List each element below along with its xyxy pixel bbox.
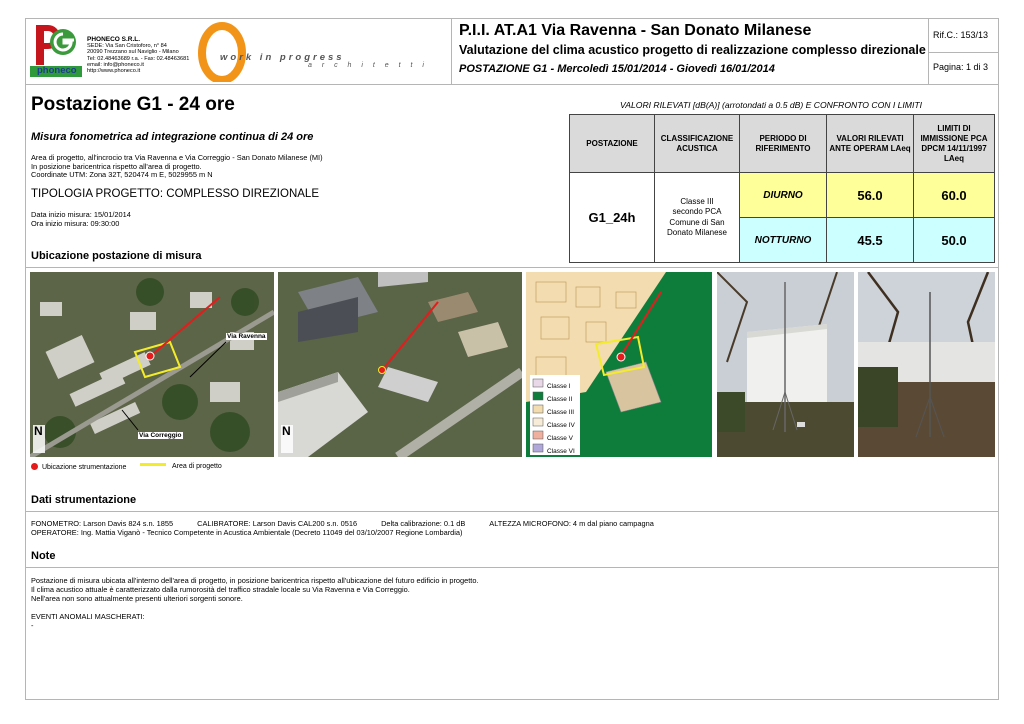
report-subtitle: Valutazione del clima acustico progetto di realizzazione complesso direzionale [459,43,926,57]
note-line: Il clima acustico attuale è caratterizzato dalla rumorosità del traffico stradale locale su Via Ravenna e Via Correggio. [31,585,410,594]
north-arrow-icon: N [282,424,291,438]
phoneco-logo [30,22,82,77]
info-line: Coordinate UTM: Zona 32T, 520474 m E, 5029955 m N [31,170,213,180]
company-line: SEDE: Via San Cristoforo, n° 84 [87,43,167,50]
company-line: http://www.phoneco.it [87,68,141,75]
limits-table [569,114,995,263]
limit-day: 60.0 [914,173,995,218]
company-line: 20090 Trezzano sul Naviglio - Milano [87,49,179,56]
instrument-item: Delta calibrazione: 0.1 dB [381,519,466,528]
note-line: Postazione di misura ubicata all'interno dell'area di progetto, in posizione baricentrica rispetto all'ubicazione del futuro edificio in progetto. [31,576,479,585]
events-value: - [31,621,34,630]
acoustic-class-map [526,272,712,457]
legend-area [140,463,222,470]
company-line: email: info@phoneco.it [87,61,144,68]
legend-instrument [31,463,126,471]
info-line: In posizione baricentrica rispetto all'area di progetto. [31,161,202,171]
project-typology: TIPOLOGIA PROGETTO: COMPLESSO DIREZIONALE [31,188,319,200]
instruments-divider [25,511,999,512]
report-title: P.I.I. AT.A1 Via Ravenna - San Donato Milanese [459,22,812,39]
legend-area-label: Area di progetto [172,463,222,470]
notes-text [31,576,479,630]
north-arrow-icon: N [34,424,43,438]
wip-line2: a r c h i t e t t i [308,62,428,69]
instrument-item: ALTEZZA MICROFONO: 4 m dal piano campagna [489,519,654,528]
ref-divider [928,52,999,53]
col-header: PERIODO DI RIFERIMENTO [740,115,827,173]
legend-instrument-label: Ubicazione strumentazione [42,464,127,471]
header-divider-v2 [928,18,929,84]
class-legend-item: Classe VI [547,448,575,455]
start-time: Ora inizio misura: 09:30:00 [31,219,120,228]
header-divider [25,84,999,85]
area-line-icon [140,463,166,466]
notes-divider [25,567,999,568]
class-legend-item: Classe IV [547,422,575,429]
company-info [87,37,189,74]
station-title: Postazione G1 - 24 ore [31,94,235,115]
table-caption: VALORI RILEVATI [dB(A)] (arrotondati a 0.5 dB) E CONFRONTO CON I LIMITI [620,100,922,110]
class-legend-item: Classe II [547,396,573,403]
via-ravenna-label: Via Ravenna [227,333,266,340]
measure-start [31,210,131,228]
measure-type: Misura fonometrica ad integrazione continua di 24 ore [31,131,314,143]
section-divider [25,267,999,268]
acoustic-class: Classe III secondo PCA Comune di San Donato Milanese [655,173,740,263]
instrument-item: CALIBRATORE: Larson Davis CAL200 s.n. 0516 [197,519,358,528]
site-photo-1 [717,272,854,457]
company-line: Tel: 02.48463689 r.a. - Fax: 02.48463681 [87,55,190,62]
info-line: Area di progetto, all'incrocio tra Via Ravenna e Via Correggio - San Donato Milanese (MI) [31,153,323,162]
value-day: 56.0 [827,173,914,218]
instrument-item: FONOMETRO: Larson Davis 824 s.n. 1855 [31,519,174,528]
class-legend-item: Classe III [547,409,575,416]
station-id: G1_24h [570,173,655,263]
period-night: NOTTURNO [740,218,827,263]
via-correggio-label: Via Correggio [139,432,182,439]
col-header: VALORI RILEVATI ANTE OPERAM LAeq [827,115,914,173]
limit-night: 50.0 [914,218,995,263]
wip-logo [198,20,448,82]
value-night: 45.5 [827,218,914,263]
wip-line1: work in progress [220,52,345,63]
period-day: DIURNO [740,173,827,218]
col-header: POSTAZIONE [570,115,655,173]
marker-dot-icon [31,463,38,470]
perspective-view [278,272,522,457]
class-legend-item: Classe V [547,435,574,442]
instruments-heading: Dati strumentazione [31,494,137,506]
start-date: Data inizio misura: 15/01/2014 [31,210,131,219]
class-legend [547,380,575,457]
col-header: LIMITI DI IMMISSIONE PCA DPCM 14/11/1997 LAeq [914,115,995,173]
logo-wordmark: phoneco [37,65,77,76]
aerial-map [30,272,274,457]
events-label: EVENTI ANOMALI MASCHERATI: [31,612,145,621]
notes-heading: Note [31,550,56,562]
station-dates: POSTAZIONE G1 - Mercoledì 15/01/2014 - Giovedì 16/01/2014 [459,63,775,75]
header-divider-v1 [451,18,452,84]
col-header: CLASSIFICAZIONE ACUSTICA [655,115,740,173]
company-name: PHONECO S.R.L. [87,36,141,43]
class-legend-item: Classe I [547,383,571,390]
operator-line: OPERATORE: Ing. Mattia Viganò - Tecnico Competente in Acustica Ambientale (Decreto 11049 del 03/10/2007 Regione Lombardia) [31,528,463,537]
site-photo-2 [858,272,995,457]
location-heading: Ubicazione postazione di misura [31,250,202,262]
location-info [31,154,323,180]
reference-code: Rif.C.: 153/13 [933,30,989,40]
instruments-list [31,519,678,537]
note-line: Nell'area non sono attualmente presenti ulteriori sorgenti sonore. [31,594,243,603]
page-number: Pagina: 1 di 3 [933,62,989,72]
